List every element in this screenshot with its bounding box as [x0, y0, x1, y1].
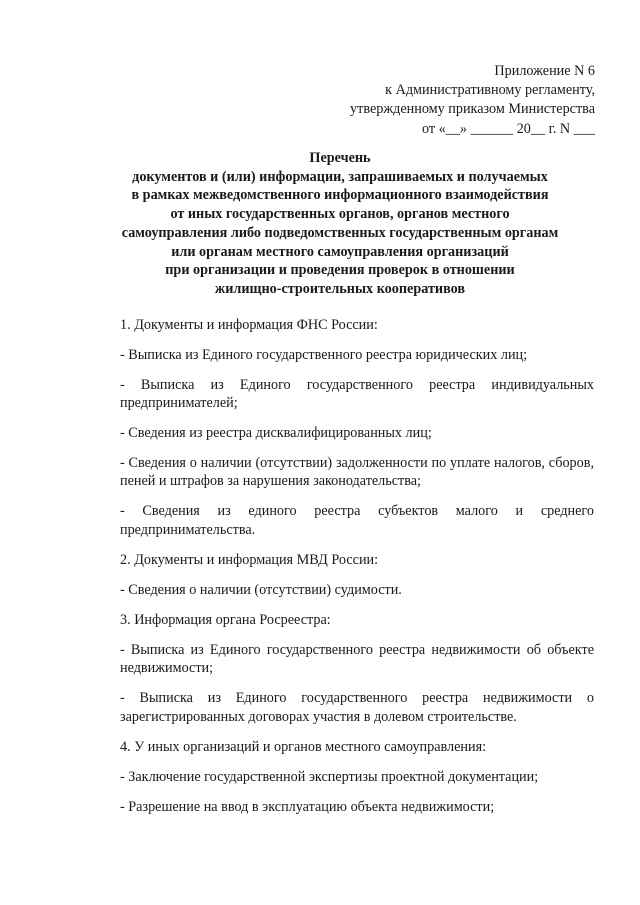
title-line: жилищно-строительных кооперативов	[214, 280, 466, 297]
title-line: в рамках межведомственного информационного взаимодействия	[131, 187, 549, 204]
title-line: Перечень	[309, 150, 371, 166]
list-item: - Заключение государственной экспертизы проектной документации;	[120, 768, 539, 785]
title-line: или органам местного самоуправления организаций	[171, 243, 509, 260]
list-item: - Разрешение на ввод в эксплуатацию объекта недвижимости;	[120, 798, 495, 815]
appendix-regulation: к Административному регламенту,	[385, 82, 595, 99]
list-item: - Выписка из Единого государственного реестра индивидуальных предпринимателей;	[120, 376, 594, 412]
list-item: - Сведения из единого реестра субъектов малого и среднего предпринимательства.	[120, 503, 594, 538]
title-line: при организации и проведения проверок в отношении	[165, 262, 515, 279]
list-item: - Выписка из Единого государственного реестра недвижимости об объекте недвижимости;	[120, 641, 594, 677]
list-item: - Выписка из Единого государственного реестра недвижимости о зарегистрированных договорах участия в долевом строительстве.	[120, 690, 594, 725]
title-line: документов и (или) информации, запрашиваемых и получаемых	[132, 168, 548, 185]
list-item: - Сведения из реестра дисквалифицированных лиц;	[120, 425, 432, 442]
document-title	[80, 149, 600, 299]
list-item: - Сведения о наличии (отсутствии) задолженности по уплате налогов, сборов, пеней и штрафов за нарушения законодательства;	[120, 455, 594, 490]
appendix-approved-by: утвержденному приказом Министерства	[350, 101, 595, 118]
appendix-block	[350, 62, 595, 139]
list-item: - Выписка из Единого государственного реестра юридических лиц;	[120, 346, 528, 363]
document-body	[120, 316, 594, 816]
list-item: - Сведения о наличии (отсутствии) судимости.	[120, 582, 402, 599]
section-heading-mvd: 2. Документы и информация МВД России:	[120, 552, 379, 569]
section-heading-rosreestr: 3. Информация органа Росреестра:	[120, 611, 331, 628]
appendix-date-number: от «__» ______ 20__ г. N ___	[422, 120, 595, 137]
appendix-number: Приложение N 6	[494, 63, 595, 79]
section-heading-fns: 1. Документы и информация ФНС России:	[120, 317, 378, 333]
title-line: самоуправления либо подведомственных государственным органам	[121, 224, 559, 241]
section-heading-other: 4. У иных организаций и органов местного самоуправления:	[120, 739, 487, 755]
title-line: от иных государственных органов, органов местного	[170, 206, 510, 223]
list-item-indent	[0, 376, 594, 413]
